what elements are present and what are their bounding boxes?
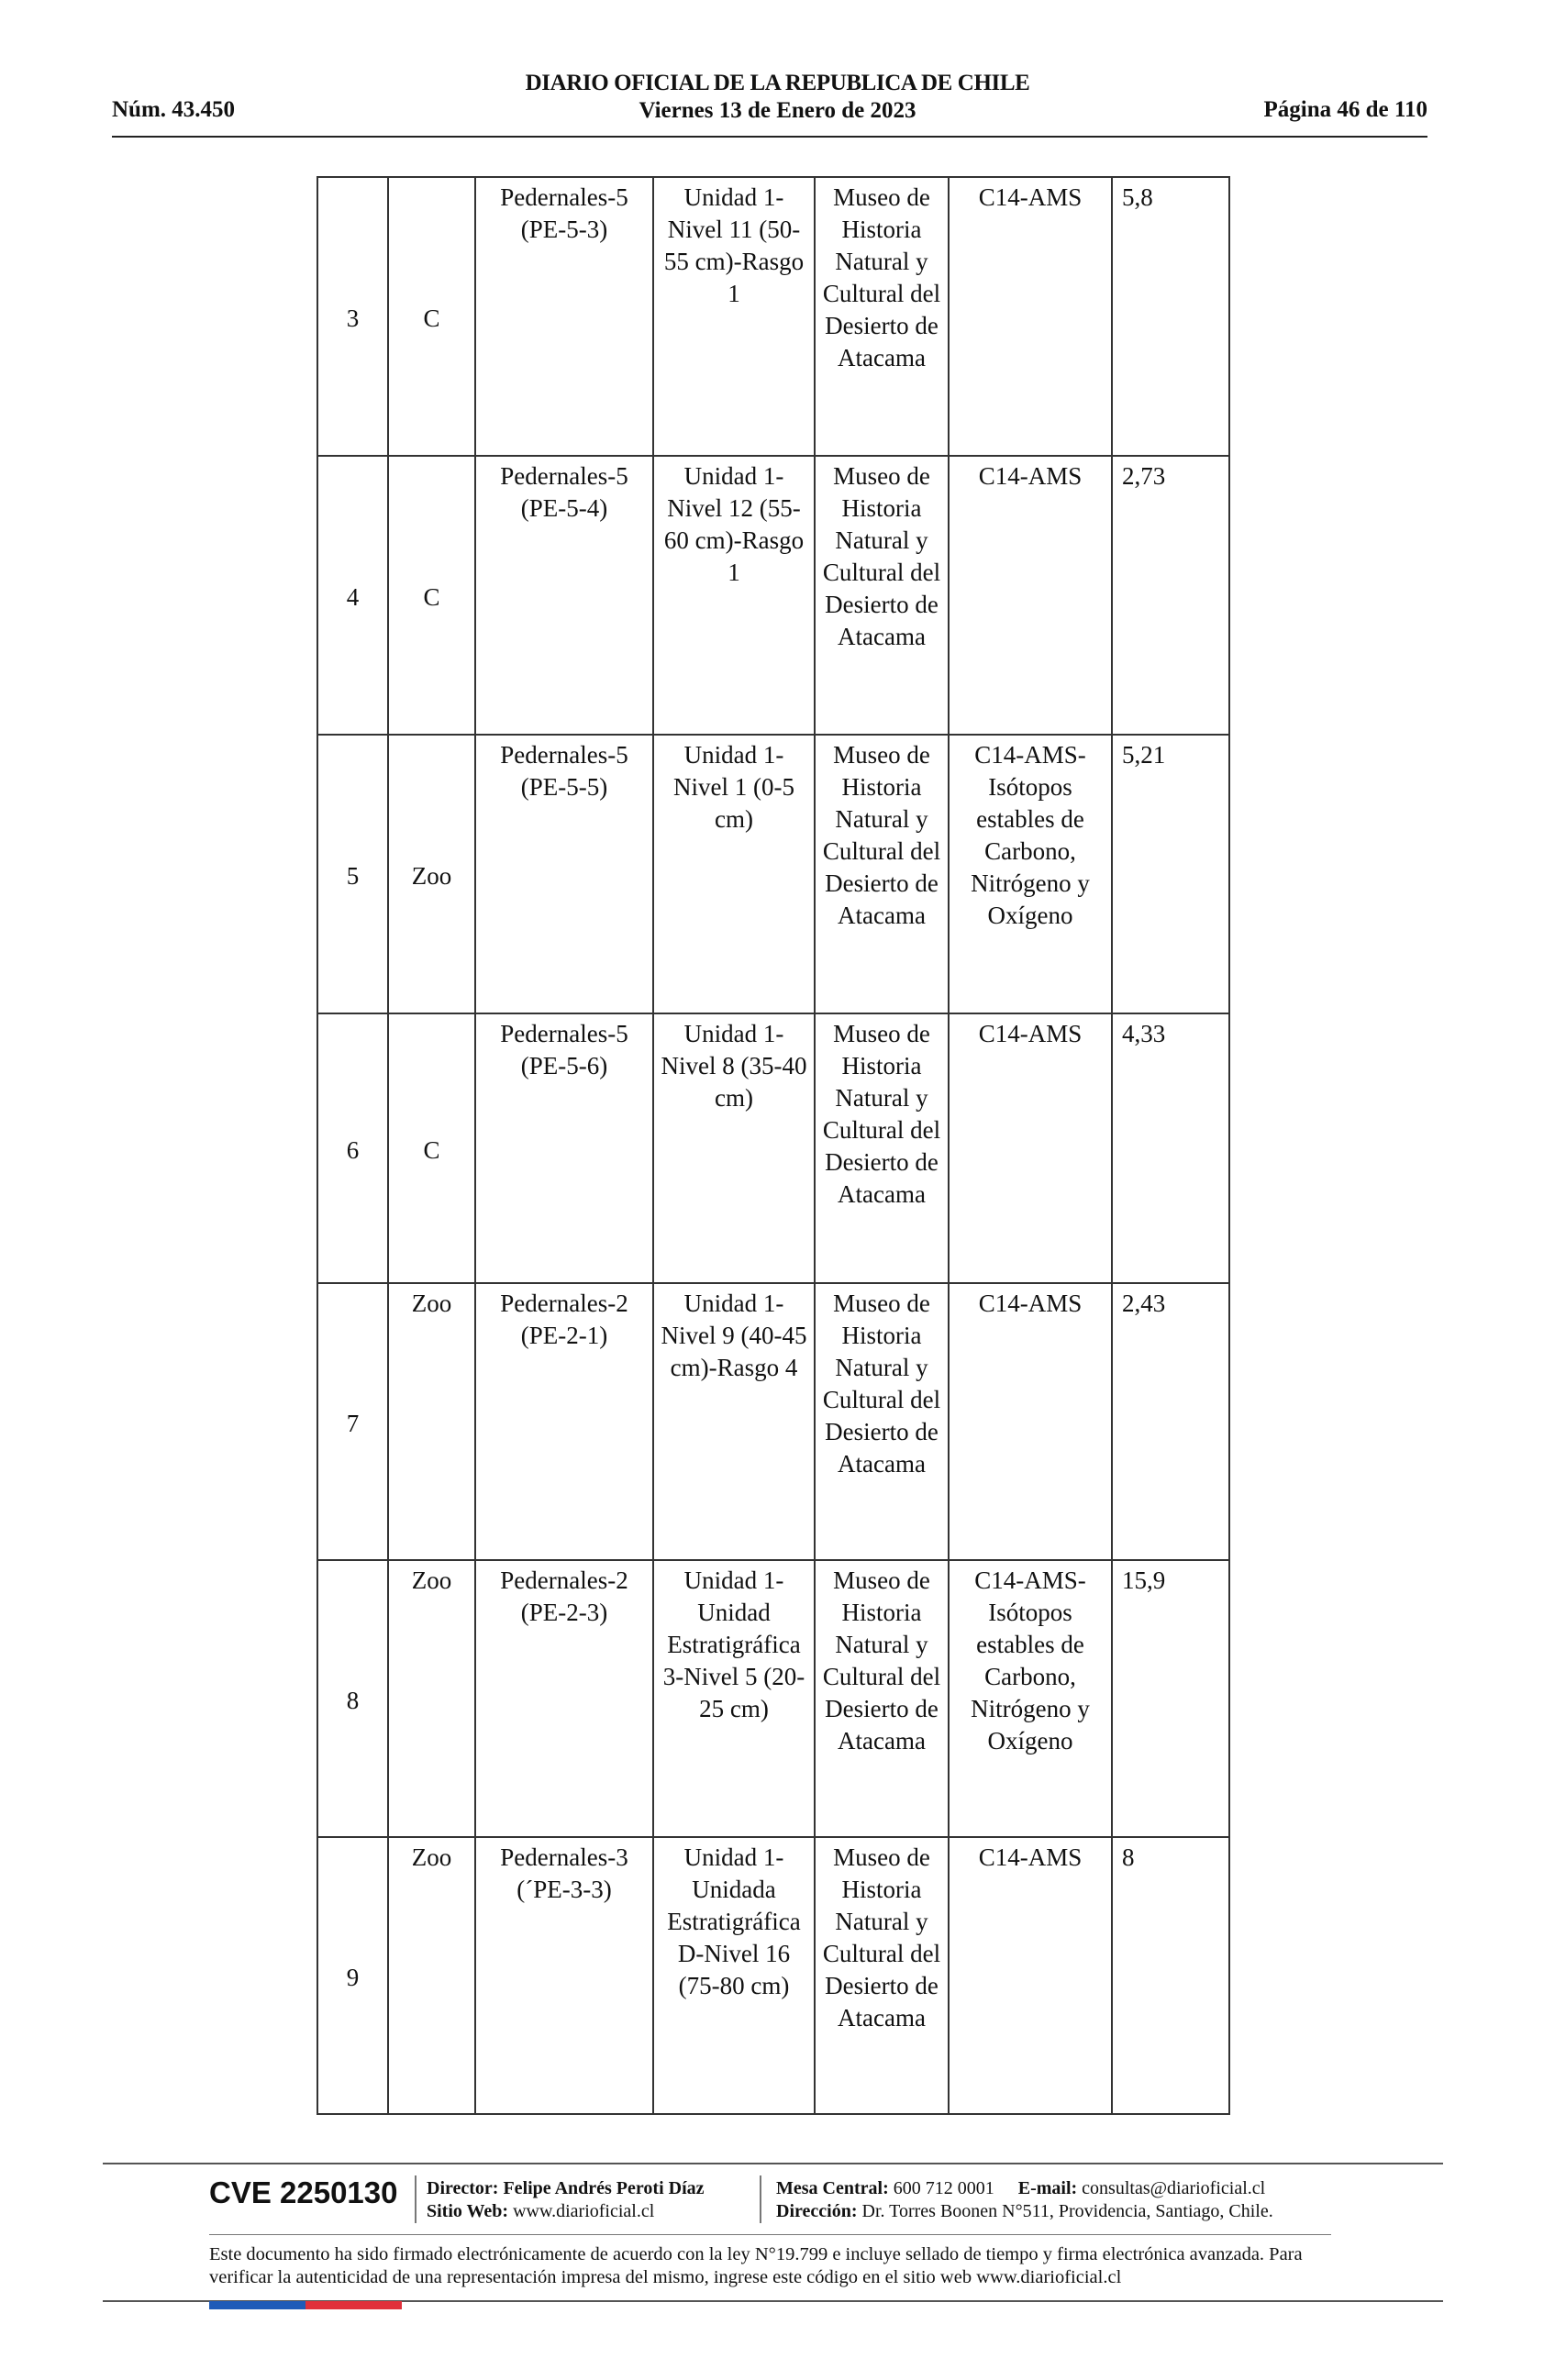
footer-director-block: [427, 2177, 705, 2223]
sample-value: 2,73: [1112, 456, 1229, 735]
sample-value: 4,33: [1112, 1013, 1229, 1283]
footer-separator: [415, 2175, 417, 2223]
institution: Museo de Historia Natural y Cultural del Desierto de Atacama: [815, 1560, 949, 1837]
phone-label: Mesa Central:: [776, 2178, 889, 2198]
analysis-method: C14-AMS: [949, 177, 1112, 456]
provenience: Unidad 1-Unidada Estratigráfica D-Nivel 16 (75-80 cm): [653, 1837, 815, 2114]
sample-value: 8: [1112, 1837, 1229, 2114]
table-row: [317, 177, 1229, 456]
institution: Museo de Historia Natural y Cultural del Desierto de Atacama: [815, 1837, 949, 2114]
provenience: Unidad 1-Nivel 12 (55-60 cm)-Rasgo 1: [653, 456, 815, 735]
institution: Museo de Historia Natural y Cultural del Desierto de Atacama: [815, 1013, 949, 1283]
row-number: 9: [317, 1837, 388, 2114]
sample-type: C: [388, 177, 475, 456]
table-row: [317, 1837, 1229, 2114]
row-number: 7: [317, 1283, 388, 1560]
director-label: Director:: [427, 2178, 499, 2198]
site-code: Pedernales-5 (PE-5-6): [475, 1013, 653, 1283]
sample-type: Zoo: [388, 1560, 475, 1837]
samples-table: [317, 176, 1230, 2115]
provenience: Unidad 1-Nivel 11 (50-55 cm)-Rasgo 1: [653, 177, 815, 456]
page-number: Página 46 de 110: [1263, 97, 1427, 122]
provenience: Unidad 1-Nivel 1 (0-5 cm): [653, 735, 815, 1013]
legal-note: Este documento ha sido firmado electrónicamente de acuerdo con la ley N°19.799 e incluye sellado de tiempo y firma electrónica avanzada. Para verificar la autenticidad de una representación impresa del mismo, ingrese este código en el sitio web www.diarioficial.cl: [209, 2244, 1303, 2287]
sample-value: 5,8: [1112, 177, 1229, 456]
row-number: 4: [317, 456, 388, 735]
site-code: Pedernales-2 (PE-2-1): [475, 1283, 653, 1560]
website-label: Sitio Web:: [427, 2201, 509, 2221]
table-row: [317, 1283, 1229, 1560]
sample-value: 2,43: [1112, 1283, 1229, 1560]
sample-type: Zoo: [388, 735, 475, 1013]
footer-divider-mid: [209, 2234, 1331, 2235]
footer-contact-block: [776, 2177, 1273, 2223]
sample-value: 15,9: [1112, 1560, 1229, 1837]
issue-date: Viernes 13 de Enero de 2023: [639, 98, 916, 123]
analysis-method: C14-AMS: [949, 456, 1112, 735]
flag-stripe: [209, 2301, 402, 2309]
sample-type: C: [388, 456, 475, 735]
provenience: Unidad 1-Nivel 9 (40-45 cm)-Rasgo 4: [653, 1283, 815, 1560]
site-code: Pedernales-5 (PE-5-3): [475, 177, 653, 456]
sample-type: Zoo: [388, 1283, 475, 1560]
row-number: 5: [317, 735, 388, 1013]
sample-value: 5,21: [1112, 735, 1229, 1013]
sample-type: C: [388, 1013, 475, 1283]
journal-title: DIARIO OFICIAL DE LA REPUBLICA DE CHILE: [525, 71, 1030, 95]
provenience: Unidad 1-Nivel 8 (35-40 cm): [653, 1013, 815, 1283]
row-number: 8: [317, 1560, 388, 1837]
analysis-method: C14-AMS-Isótopos estables de Carbono, Nitrógeno y Oxígeno: [949, 735, 1112, 1013]
analysis-method: C14-AMS: [949, 1283, 1112, 1560]
institution: Museo de Historia Natural y Cultural del Desierto de Atacama: [815, 1283, 949, 1560]
address-text: Dr. Torres Boonen N°511, Providencia, Santiago, Chile.: [861, 2201, 1273, 2221]
issue-number: Núm. 43.450: [112, 97, 236, 122]
table-row: [317, 456, 1229, 735]
table-row: [317, 1560, 1229, 1837]
institution: Museo de Historia Natural y Cultural del Desierto de Atacama: [815, 735, 949, 1013]
footer-divider-top: [103, 2163, 1443, 2164]
analysis-method: C14-AMS: [949, 1013, 1112, 1283]
site-code: Pedernales-5 (PE-5-4): [475, 456, 653, 735]
address-label: Dirección:: [776, 2201, 858, 2221]
footer-separator: [760, 2175, 761, 2223]
phone-number: 600 712 0001: [893, 2178, 994, 2198]
analysis-method: C14-AMS: [949, 1837, 1112, 2114]
row-number: 3: [317, 177, 388, 456]
institution: Museo de Historia Natural y Cultural del Desierto de Atacama: [815, 456, 949, 735]
table-row: [317, 1013, 1229, 1283]
email-link[interactable]: consultas@diarioficial.cl: [1082, 2178, 1266, 2198]
site-code: Pedernales-5 (PE-5-5): [475, 735, 653, 1013]
row-number: 6: [317, 1013, 388, 1283]
flag-red-stripe: [305, 2301, 402, 2309]
site-code: Pedernales-2 (PE-2-3): [475, 1560, 653, 1837]
website-link[interactable]: www.diarioficial.cl: [513, 2201, 655, 2221]
provenience: Unidad 1-Unidad Estratigráfica 3-Nivel 5 (20-25 cm): [653, 1560, 815, 1837]
site-code: Pedernales-3 (´PE-3-3): [475, 1837, 653, 2114]
institution: Museo de Historia Natural y Cultural del Desierto de Atacama: [815, 177, 949, 456]
sample-type: Zoo: [388, 1837, 475, 2114]
table-row: [317, 735, 1229, 1013]
email-label: E-mail:: [1017, 2178, 1078, 2198]
header-divider: [112, 136, 1427, 138]
flag-blue-stripe: [209, 2301, 305, 2309]
cve-code: CVE 2250130: [209, 2175, 398, 2209]
analysis-method: C14-AMS-Isótopos estables de Carbono, Nitrógeno y Oxígeno: [949, 1560, 1112, 1837]
director-name: Felipe Andrés Peroti Díaz: [503, 2178, 705, 2198]
